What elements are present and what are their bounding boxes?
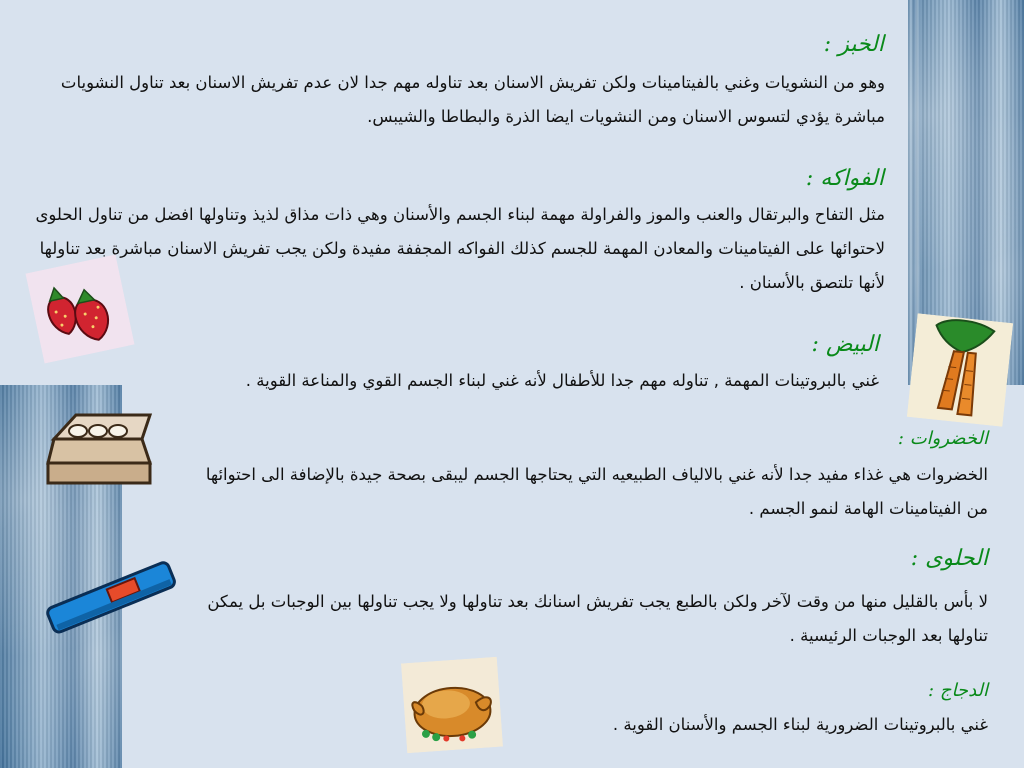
upper-content-panel	[0, 0, 908, 385]
vegetables-text: الخضروات هي غذاء مفيد جدا لأنه غني بالالياف الطبيعيه التي يحتاجها الجسم ليبقى بصحة جيدة بالإضافة الى احتوائها من الفيتامينات الهامة لنمو الجسم .	[205, 465, 988, 518]
carrot-icon	[907, 313, 1013, 426]
roast-chicken-icon	[401, 657, 503, 753]
bread-title: الخبز :	[823, 32, 884, 57]
sweets-title: الحلوى :	[910, 546, 988, 571]
egg-carton-icon	[38, 405, 158, 491]
strawberry-icon	[25, 254, 134, 363]
eggs-title: البيض :	[811, 332, 879, 357]
eggs-text: غني بالبروتينات المهمة , تناوله مهم جدا للأطفال لأنه غني لبناء الجسم القوي والمناعة القوية .	[245, 371, 879, 390]
chicken-title: الدجاج :	[928, 680, 988, 701]
fruits-title: الفواكه :	[805, 166, 884, 191]
bread-text: وهو من النشويات وغني بالفيتامينات ولكن تفريش الاسنان بعد تناوله مهم جدا لان عدم تفريش الاسنان بعد تناول النشويات مباشرة يؤدي لتسوس الاسنان ومن النشويات ايضا الذرة والبطاطا والشيبس.	[60, 73, 885, 126]
vegetables-title: الخضروات :	[897, 428, 988, 449]
fruits-text: مثل التفاح والبرتقال والعنب والموز والفراولة مهمة لبناء الجسم والأسنان وهي ذات مذاق لذيذ وتناولها افضل من تناول الحلوى لاحتوائها على الفيتامينات والمعادن المهمة للجسم كذلك الفواكه المجففة مفيدة ولكن يجب تفريش الاسنان مباشرة بعد تناولها لأنها تلتصق بالأسنان .	[35, 205, 885, 292]
chicken-text: غني بالبروتينات الضرورية لبناء الجسم والأسنان القوية .	[612, 715, 988, 734]
sweets-text: لا بأس بالقليل منها من وقت لآخر ولكن بالطبع يجب تفريش اسنانك بعد تناولها ولا يجب تناولها بين الوجبات بل يمكن تناولها بعد الوجبات الرئيسية .	[207, 592, 988, 645]
